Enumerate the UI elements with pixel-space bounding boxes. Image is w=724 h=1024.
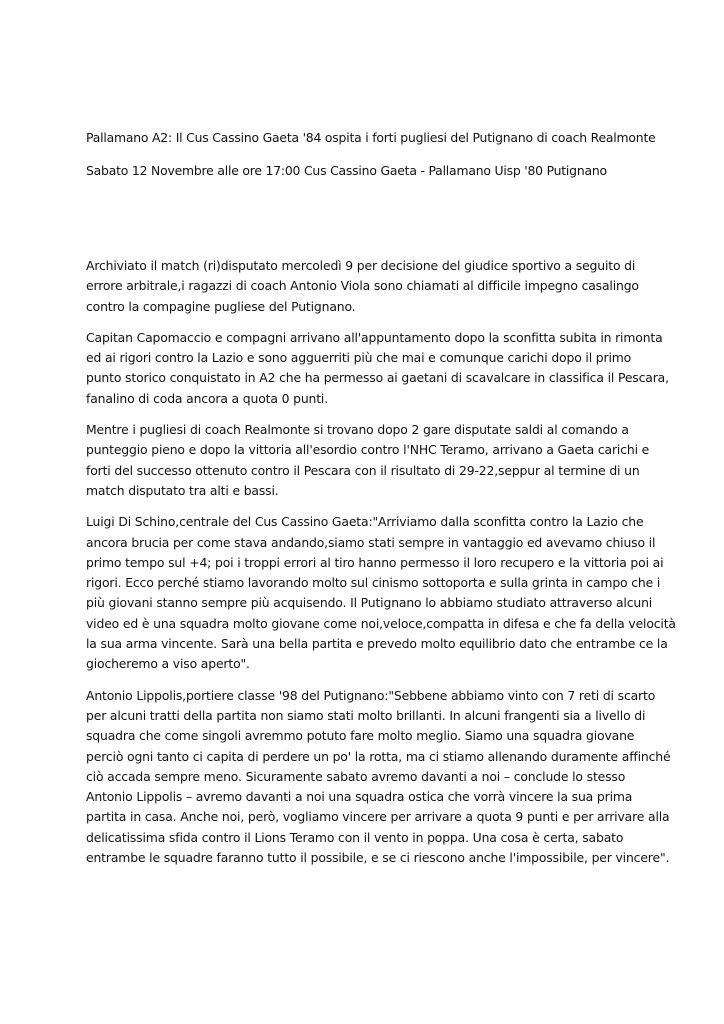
text-line: video ed è una squadra molto giovane come noi,veloce,compatta in difesa e che fa della velocità: [86, 615, 676, 631]
text-line: perciò ogni tanto ci capita di perdere un po' la rotta, ma ci stiamo allenando duramente affinché: [86, 748, 671, 764]
text-line: delicatissima sfida contro il Lions Teramo con il vento in poppa. Una cosa è certa, sabato: [86, 829, 624, 845]
text-line: errore arbitrale,i ragazzi di coach Antonio Viola sono chiamati al difficile impegno casalingo: [86, 278, 639, 294]
paragraph: [86, 420, 650, 501]
text-line: Antonio Lippolis – avremo davanti a noi una squadra ostica che vorrà vincere la sua prima: [86, 789, 633, 805]
paragraph: [86, 256, 646, 317]
text-line: Luigi Di Schino,centrale del Cus Cassino Gaeta:"Arriviamo dalla sconfitta contro la Lazio che: [86, 514, 644, 530]
paragraph: [86, 686, 671, 869]
paragraph: [86, 328, 669, 409]
text-line: forti del successo ottenuto contro il Pescara con il risultato di 29-22,seppur al termine di un: [86, 462, 640, 478]
text-line: la sua arma vincente. Sarà una bella partita e prevedo molto equilibrio dato che entrambe ce la: [86, 636, 668, 652]
text-line: punto storico conquistato in A2 che ha permesso ai gaetani di scavalcare in classifica il Pescara,: [86, 370, 669, 386]
paragraph: [86, 512, 676, 674]
text-line: rigori. Ecco perché stiamo lavorando molto sul cinismo sottoporta e sulla grinta in campo che i: [86, 575, 661, 591]
text-line: Archiviato il match (ri)disputato mercoledì 9 per decisione del giudice sportivo a seguito di: [86, 258, 636, 273]
text-line: ancora brucia per come stava andando,siamo stati sempre in vantaggio ed avevamo chiuso il: [86, 534, 656, 550]
text-line: giocheremo a viso aperto".: [86, 656, 250, 672]
text-line: per alcuni tratti della partita non siamo stati molto brillanti. In alcuni frangenti sia a livello di: [86, 707, 646, 723]
text-line: primo tempo sul +4; poi i troppi errori al tiro hanno permesso il loro recupero e la vittoria poi ai: [86, 554, 664, 570]
text-line: ed ai rigori contro la Lazio e sono agguerriti più che mai e comunque carichi dopo il primo: [86, 350, 632, 366]
text-line: match disputato tra alti e bassi.: [86, 482, 279, 498]
text-line: partita in casa. Anche noi, però, vogliamo vincere per arrivare a quota 9 punti e per arrivare alla: [86, 809, 670, 825]
text-line: squadra che come singoli avremmo potuto fare molto meglio. Siamo una squadra giovane: [86, 728, 635, 744]
text-line: più giovani stanno sempre più acquisendo. Il Putignano lo abbiamo studiato attraverso alcuni: [86, 595, 653, 611]
text-line: Mentre i pugliesi di coach Realmonte si trovano dopo 2 gare disputate saldi al comando a: [86, 422, 629, 438]
text-line: Capitan Capomaccio e compagni arrivano all'appuntamento dopo la sconfitta subita in rimonta: [86, 329, 663, 345]
text-line: Antonio Lippolis,portiere classe '98 del Putignano:"Sebbene abbiamo vinto con 7 reti di scarto: [86, 687, 656, 703]
article-title: Pallamano A2: Il Cus Cassino Gaeta '84 ospita i forti pugliesi del Putignano di coach Realmonte: [86, 130, 656, 145]
text-line: entrambe le squadre faranno tutto il possibile, e se ci riescono anche l'impossibile, per vincere".: [86, 850, 670, 866]
text-line: punteggio pieno e dopo la vittoria all'esordio contro l'NHC Teramo, arrivano a Gaeta carichi e: [86, 442, 650, 458]
text-line: contro la compagine pugliese del Putignano.: [86, 298, 356, 314]
text-line: fanalino di coda ancora a quota 0 punti.: [86, 390, 329, 406]
text-line: ciò accada sempre meno. Sicuramente sabato avremo davanti a noi – conclude lo stesso: [86, 768, 626, 784]
match-subtitle: Sabato 12 Novembre alle ore 17:00 Cus Cassino Gaeta - Pallamano Uisp '80 Putignano: [86, 163, 607, 178]
article-body: [86, 256, 676, 879]
